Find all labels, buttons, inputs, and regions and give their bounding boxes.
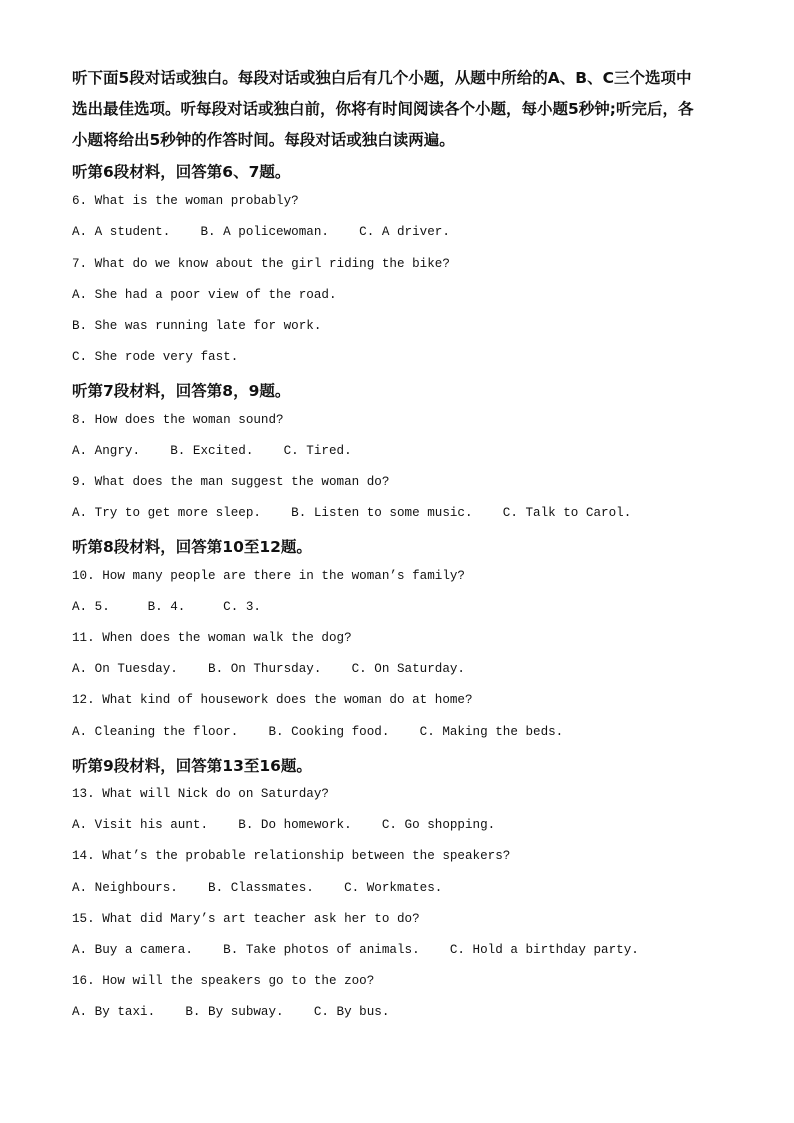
option-text: A. By taxi. B. By subway. C. By bus. bbox=[72, 1005, 390, 1019]
question-text: 9. What does the man suggest the woman do? bbox=[72, 475, 390, 489]
section-heading: 听第6段材料，回答第6、7题。 bbox=[72, 163, 291, 181]
question-text: 15. What did Mary’s art teacher ask her to do? bbox=[72, 912, 420, 926]
question-text: 11. When does the woman walk the dog? bbox=[72, 631, 352, 645]
question-text: 10. How many people are there in the woman’s family? bbox=[72, 569, 465, 583]
section-heading: 听第8段材料，回答第10至12题。 bbox=[72, 538, 312, 556]
option-text: A. A student. B. A policewoman. C. A driver. bbox=[72, 225, 450, 239]
section-heading: 听第9段材料，回答第13至16题。 bbox=[72, 757, 312, 775]
option-text: A. Cleaning the floor. B. Cooking food. C. Making the beds. bbox=[72, 725, 564, 739]
option-text: C. She rode very fast. bbox=[72, 350, 239, 364]
question-text: 13. What will Nick do on Saturday? bbox=[72, 787, 329, 801]
option-text: A. Try to get more sleep. B. Listen to some music. C. Talk to Carol. bbox=[72, 506, 632, 520]
section-heading: 听第7段材料，回答第8，9题。 bbox=[72, 382, 291, 400]
instruction-line-2: 选出最佳选项。听每段对话或独白前，你将有时间阅读各个小题，每小题5秒钟;听完后，各 bbox=[72, 100, 694, 118]
option-text: A. Angry. B. Excited. C. Tired. bbox=[72, 444, 352, 458]
option-text: A. Buy a camera. B. Take photos of animals. C. Hold a birthday party. bbox=[72, 943, 639, 957]
question-text: 12. What kind of housework does the woman do at home? bbox=[72, 693, 473, 707]
option-text: B. She was running late for work. bbox=[72, 319, 322, 333]
question-text: 16. How will the speakers go to the zoo? bbox=[72, 974, 375, 988]
option-text: A. She had a poor view of the road. bbox=[72, 288, 337, 302]
option-text: A. 5. B. 4. C. 3. bbox=[72, 600, 261, 614]
question-text: 7. What do we know about the girl riding the bike? bbox=[72, 257, 450, 271]
question-text: 14. What’s the probable relationship between the speakers? bbox=[72, 849, 511, 863]
option-text: A. Neighbours. B. Classmates. C. Workmates. bbox=[72, 881, 443, 895]
instruction-line-1: 听下面5段对话或独白。每段对话或独白后有几个小题，从题中所给的A、B、C三个选项中 bbox=[72, 69, 692, 87]
question-text: 6. What is the woman probably? bbox=[72, 194, 299, 208]
option-text: A. On Tuesday. B. On Thursday. C. On Saturday. bbox=[72, 662, 465, 676]
instruction-line-3: 小题将给出5秒钟的作答时间。每段对话或独白读两遍。 bbox=[72, 131, 455, 149]
option-text: A. Visit his aunt. B. Do homework. C. Go shopping. bbox=[72, 818, 496, 832]
question-text: 8. How does the woman sound? bbox=[72, 413, 284, 427]
